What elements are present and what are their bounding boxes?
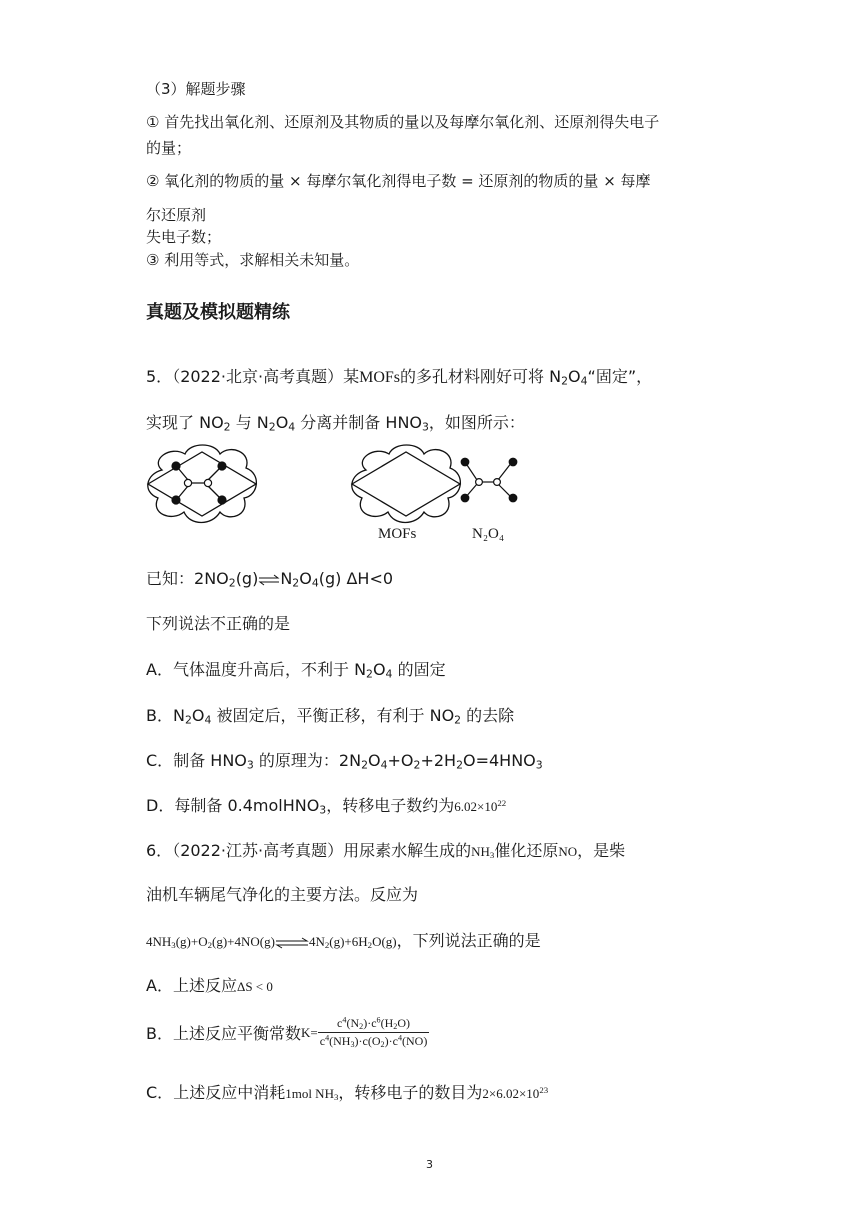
option-label: C． [146,751,174,770]
q5-known [146,566,393,589]
section-title: （3）解题步骤 [146,80,246,98]
mofs-with-n2o4 [148,445,257,523]
formula-no2: $NO_2$ [429,706,462,727]
q5-text: 某 [343,367,360,386]
q5-line-1 [146,364,652,387]
option-label: D． [146,796,175,815]
q6-text: 用尿素水解生成的 [343,841,472,860]
figure-label-mofs: MOFs [378,526,417,542]
q6-equation: $4NH_3(g)+O_2(g)+4NO(g)$ $4N_2(g)+6H_2O(g)$ [146,934,397,951]
option-label: A． [146,660,173,679]
q5-prompt: 下列说法不正确的是 [146,614,291,633]
formula-n2o4: $N_2O_4$ [256,413,296,434]
option-label: A． [146,976,173,995]
option-label: B． [146,1024,173,1043]
option-text: 气体温度升高后，不利于 [172,660,349,679]
page-number: 3 [426,1158,433,1171]
option-text: 每制备 [174,796,223,815]
section-heading: 真题及模拟题精练 [146,302,290,323]
q6-number: 6． [146,841,173,860]
formula-no: NO [558,844,578,859]
step-3: ③ 利用等式，求解相关未知量。 [146,251,360,269]
q5-text: 实现了 [146,413,195,432]
formula-n2o4: $N_2O_4$ [354,660,393,681]
q6-line-1 [146,838,625,861]
equilibrium-arrow-icon [258,574,280,586]
empty-mofs [352,445,461,523]
q5-option-a [146,657,446,680]
q5-source: （2022·北京·高考真题） [172,367,344,386]
option-text: 上述反应 [172,976,237,995]
formula-n2o4: $N_2O_4$ [172,706,212,727]
step-1-line-2: 的量； [146,139,192,157]
q6-option-b [146,1016,429,1049]
option-text: 的去除 [466,706,515,725]
q5-option-c [146,748,543,771]
q5-text: 分离并制备 [300,413,381,432]
formula-hno3: $HNO_3$ [385,413,429,434]
q5-text: ，如图所示： [428,413,525,432]
q5-number: 5． [146,367,173,386]
option-text: 的原理为： [258,751,339,770]
formula-hno3: $HNO_3$ [210,751,254,772]
fraction-denominator: $c^4(NH_3)\cdot c(O_2)\cdot c^4(NO)$ [319,1033,428,1050]
electron-count: $6.02\times 10^{22}$ [454,798,507,814]
equilibrium-arrow-icon [275,937,309,949]
q5-text: “固定”， [587,367,653,386]
step-2-line-2: 尔还原剂 [146,206,207,224]
q5-mofs: MOFs [359,369,401,386]
figure-label-n2o4: N₂O₄ [472,526,505,542]
electron-count: $2\times 6.02\times 10^{23}$ [482,1085,549,1101]
formula-n2o4: $N_2O_4$ [549,367,588,388]
known-label: 已知： [146,569,195,588]
q6-text: ，是柴 [577,841,626,860]
option-text: 制备 [173,751,206,770]
q6-option-a [146,973,273,996]
option-label: B． [146,706,173,725]
option-text: ，转移电子的数目为 [338,1083,483,1102]
option-text: 被固定后，平衡正移，有利于 [216,706,425,725]
equilibrium-constant-fraction [318,1016,430,1049]
amount: 1mol $NH_3$ [285,1086,339,1103]
q6-text: 催化还原 [494,841,559,860]
q5-text: 的多孔材料刚好可将 [400,367,545,386]
n2o4-molecule [461,458,517,502]
reaction-equation: $2N_2O_4+O_2+2H_2O=4HNO_3$ [338,751,543,772]
q6-line-2: 油机车辆尾气净化的主要方法。反应为 [146,885,419,904]
fraction-numerator: $c^4(N_2)\cdot c^6(H_2O)$ [318,1016,430,1033]
q5-text: 与 [235,413,252,432]
option-text: 上述反应中消耗 [173,1083,286,1102]
step-2-line-1: ② 氧化剂的物质的量 × 每摩尔氧化剂得电子数 = 还原剂的物质的量 × 每摩 [146,172,651,190]
formula-nh3: $NH_3$ [471,844,495,861]
q5-line-2 [146,410,525,433]
formula-no2: $NO_2$ [199,413,231,434]
option-text: 的固定 [397,660,446,679]
q5-option-b [146,703,514,726]
amount: 0.4molHNO$_3$ [227,796,327,817]
q6-equation-line [146,928,541,951]
step-2-line-3: 失电子数； [146,228,222,246]
known-equation: $2NO_2(g)$ $N_2O_4(g)$ ΔH<0 [194,569,394,590]
q5-option-d [146,793,506,816]
q6-text: ，下列说法正确的是 [396,931,541,950]
equilibrium-constant-k: K= [301,1024,318,1040]
step-1-line-1: ① 首先找出氧化剂、还原剂及其物质的量以及每摩尔氧化剂、还原剂得失电子 [146,113,660,131]
option-text: ，转移电子数约为 [326,796,455,815]
q6-source: （2022·江苏·高考真题） [172,841,344,860]
option-text: 上述反应平衡常数 [172,1024,301,1043]
entropy-condition: ΔS < 0 [236,979,273,994]
option-label: C． [146,1083,174,1102]
q6-option-c [146,1080,548,1103]
